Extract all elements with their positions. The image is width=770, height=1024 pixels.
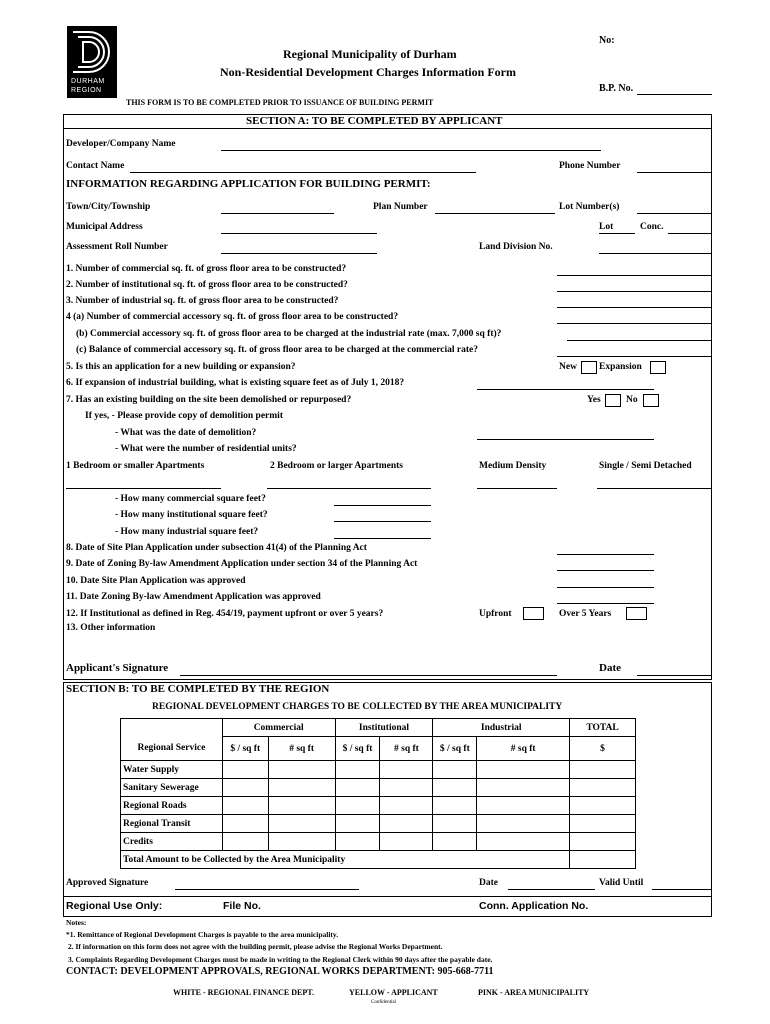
- section-a-title: SECTION A: TO BE COMPLETED BY APPLICANT: [246, 115, 503, 127]
- q9-field[interactable]: [557, 570, 654, 571]
- form-instruction: THIS FORM IS TO BE COMPLETED PRIOR TO ISSUANCE OF BUILDING PERMIT: [126, 98, 434, 107]
- confidential-label: Confidential: [371, 1000, 396, 1005]
- q7-label: 7. Has an existing building on the site been demolished or repurposed?: [66, 395, 352, 405]
- group-commercial: Commercial: [222, 719, 335, 737]
- q9-label: 9. Date of Zoning By-law Amendment Application under section 34 of the Planning Act: [66, 559, 418, 569]
- q7b-label: - What was the date of demolition?: [115, 428, 257, 438]
- over5-checkbox[interactable]: [626, 607, 647, 620]
- q7c-label: - What were the number of residential units?: [115, 444, 297, 454]
- no-label: No: [626, 395, 638, 405]
- q3-label: 3. Number of industrial sq. ft. of gross floor area to be constructed?: [66, 296, 339, 306]
- town-label: Town/City/Township: [66, 202, 151, 212]
- land-div-label: Land Division No.: [479, 242, 553, 252]
- notes-heading: Notes:: [66, 918, 87, 927]
- developer-field[interactable]: [221, 150, 601, 151]
- form-no-label: No:: [599, 35, 615, 46]
- group-institutional: Institutional: [335, 719, 433, 737]
- header-regional-service: Regional Service: [121, 737, 223, 761]
- unit3-label: Medium Density: [479, 461, 547, 471]
- charges-table: [120, 718, 636, 869]
- table-row: [121, 761, 636, 779]
- total-amount-cell[interactable]: [570, 851, 636, 869]
- contact-line: CONTACT: DEVELOPMENT APPROVALS, REGIONAL WORKS DEPARTMENT: 905-668-7711: [66, 966, 494, 977]
- table-total-row: [121, 851, 636, 869]
- address-label: Municipal Address: [66, 222, 143, 232]
- unit1-label: 1 Bedroom or smaller Apartments: [66, 461, 205, 471]
- q6-field[interactable]: [477, 389, 654, 390]
- q7f-field[interactable]: [334, 538, 431, 539]
- contact-field[interactable]: [130, 172, 476, 173]
- approved-date-label: Date: [479, 878, 498, 888]
- header-industrial-sqft: # sq ft: [477, 737, 570, 761]
- row-label-water: Water Supply: [121, 761, 223, 779]
- table-group-header-row: [121, 719, 636, 737]
- info-heading: INFORMATION REGARDING APPLICATION FOR BUILDING PERMIT:: [66, 178, 431, 190]
- q4b-label: (b) Commercial accessory sq. ft. of gross floor area to be charged at the industrial rate (max. 7,000 sq ft)?: [76, 329, 502, 339]
- group-industrial: Industrial: [433, 719, 570, 737]
- upfront-label: Upfront: [479, 609, 512, 619]
- q6-label: 6. If expansion of industrial building, what is existing square feet as of July 1, 2018?: [66, 378, 405, 388]
- town-field[interactable]: [221, 213, 334, 214]
- header-commercial-sqft: # sq ft: [268, 737, 335, 761]
- q2-label: 2. Number of institutional sq. ft. of gross floor area to be constructed?: [66, 280, 348, 290]
- row-label-roads: Regional Roads: [121, 797, 223, 815]
- new-label: New: [559, 362, 577, 372]
- total-row-label: Total Amount to be Collected by the Area Municipality: [121, 851, 570, 869]
- copy-yellow: YELLOW - APPLICANT: [349, 988, 438, 997]
- logo-text-durham: DURHAM: [71, 78, 105, 85]
- row-label-sewer: Sanitary Sewerage: [121, 779, 223, 797]
- form-title-name: Non-Residential Development Charges Information Form: [220, 65, 516, 79]
- q8-label: 8. Date of Site Plan Application under subsection 41(4) of the Planning Act: [66, 543, 367, 553]
- regional-use-label: Regional Use Only:: [66, 900, 163, 912]
- table-row: [121, 815, 636, 833]
- unit2-label: 2 Bedroom or larger Apartments: [270, 461, 403, 471]
- section-b-title: SECTION B: TO BE COMPLETED BY THE REGION: [66, 683, 330, 695]
- header-industrial-rate: $ / sq ft: [433, 737, 477, 761]
- q3-field[interactable]: [557, 307, 712, 308]
- header-institutional-sqft: # sq ft: [380, 737, 433, 761]
- row-label-transit: Regional Transit: [121, 815, 223, 833]
- unit4-field[interactable]: [597, 488, 712, 489]
- q7b-field[interactable]: [477, 439, 654, 440]
- logo-text-region: REGION: [71, 87, 102, 94]
- q2-field[interactable]: [557, 291, 712, 292]
- unit2-field[interactable]: [267, 488, 431, 489]
- q4a-label: 4 (a) Number of commercial accessory sq. ft. of gross floor area to be constructed?: [66, 312, 399, 322]
- copy-pink: PINK - AREA MUNICIPALITY: [478, 988, 590, 997]
- lots-label: Lot Number(s): [559, 202, 620, 212]
- durham-region-logo: [67, 26, 117, 98]
- q13-label: 13. Other information: [66, 623, 156, 633]
- q12-label: 12. If Institutional as defined in Reg. 454/19, payment upfront or over 5 years?: [66, 609, 384, 619]
- approved-date-field[interactable]: [508, 889, 595, 890]
- form-title-municipality: Regional Municipality of Durham: [283, 47, 457, 61]
- q7e-label: - How many institutional square feet?: [115, 510, 268, 520]
- header-total-dollars: $: [570, 737, 636, 761]
- q10-label: 10. Date Site Plan Application was approved: [66, 576, 246, 586]
- plan-label: Plan Number: [373, 202, 428, 212]
- phone-field[interactable]: [637, 172, 712, 173]
- unit1-field[interactable]: [66, 488, 221, 489]
- q7d-label: - How many commercial square feet?: [115, 494, 266, 504]
- lot-label: Lot: [599, 222, 614, 232]
- no-checkbox[interactable]: [643, 394, 659, 407]
- lot-field[interactable]: [599, 233, 635, 234]
- approved-signature-label: Approved Signature: [66, 878, 149, 888]
- header-institutional-rate: $ / sq ft: [335, 737, 380, 761]
- yes-checkbox[interactable]: [605, 394, 621, 407]
- q4c-label: (c) Balance of commercial accessory sq. ft. of gross floor area to be charged at the commercial rate?: [76, 345, 478, 355]
- expansion-checkbox[interactable]: [650, 361, 666, 374]
- phone-label: Phone Number: [559, 161, 621, 171]
- table-row: [121, 797, 636, 815]
- roll-field[interactable]: [221, 253, 377, 254]
- address-field[interactable]: [221, 233, 377, 234]
- q7f-label: - How many industrial square feet?: [115, 527, 259, 537]
- applicant-signature-label: Applicant's Signature: [66, 662, 169, 674]
- header-commercial-rate: $ / sq ft: [222, 737, 268, 761]
- applicant-date-field[interactable]: [637, 675, 712, 676]
- q11-field[interactable]: [557, 603, 654, 604]
- logo-d-icon: [67, 26, 117, 78]
- group-total: TOTAL: [570, 719, 636, 737]
- copy-white: WHITE - REGIONAL FINANCE DEPT.: [173, 988, 314, 997]
- bp-no-field[interactable]: [637, 94, 712, 95]
- note-3: 3. Complaints Regarding Development Charges must be made in writing to the Regional Clerk within 90 days after the payable date.: [68, 955, 493, 964]
- q1-label: 1. Number of commercial sq. ft. of gross floor area to be constructed?: [66, 264, 347, 274]
- table-row: [121, 779, 636, 797]
- table-sub-header-row: [121, 737, 636, 761]
- bp-no-label: B.P. No.: [599, 83, 634, 94]
- conn-app-label: Conn. Application No.: [479, 900, 589, 912]
- yes-label: Yes: [587, 395, 601, 405]
- developer-label: Developer/Company Name: [66, 139, 176, 149]
- expansion-label: Expansion: [599, 362, 642, 372]
- file-no-label: File No.: [223, 900, 261, 912]
- approved-signature-field[interactable]: [175, 889, 359, 890]
- note-1: *1. Remittance of Regional Development Charges is payable to the area municipality.: [66, 930, 339, 939]
- q7d-field[interactable]: [334, 505, 431, 506]
- applicant-date-label: Date: [599, 662, 621, 674]
- new-checkbox[interactable]: [581, 361, 597, 374]
- plan-field[interactable]: [435, 213, 555, 214]
- q10-field[interactable]: [557, 587, 654, 588]
- table-title: REGIONAL DEVELOPMENT CHARGES TO BE COLLECTED BY THE AREA MUNICIPALITY: [152, 702, 563, 712]
- conc-field[interactable]: [668, 233, 712, 234]
- conc-label: Conc.: [640, 222, 664, 232]
- q1-field[interactable]: [557, 275, 712, 276]
- q7e-field[interactable]: [334, 521, 431, 522]
- note-2: 2. If information on this form does not agree with the building permit, please advise the Regional Works Department.: [68, 942, 443, 951]
- lots-field[interactable]: [637, 213, 712, 214]
- q4a-field[interactable]: [557, 323, 712, 324]
- q8-field[interactable]: [557, 554, 654, 555]
- over5-label: Over 5 Years: [559, 609, 612, 619]
- upfront-checkbox[interactable]: [523, 607, 544, 620]
- q4c-field[interactable]: [557, 356, 712, 357]
- q11-label: 11. Date Zoning By-law Amendment Application was approved: [66, 592, 321, 602]
- unit4-label: Single / Semi Detached: [599, 461, 692, 471]
- table-row: [121, 833, 636, 851]
- unit3-field[interactable]: [477, 488, 557, 489]
- valid-until-label: Valid Until: [599, 878, 644, 888]
- q4b-field[interactable]: [567, 340, 712, 341]
- land-div-field[interactable]: [599, 253, 712, 254]
- contact-label: Contact Name: [66, 161, 125, 171]
- q7a-label: If yes, - Please provide copy of demolition permit: [85, 411, 283, 421]
- roll-label: Assessment Roll Number: [66, 242, 168, 252]
- q5-label: 5. Is this an application for a new building or expansion?: [66, 362, 296, 372]
- applicant-signature-field[interactable]: [180, 675, 557, 676]
- valid-until-field[interactable]: [652, 889, 712, 890]
- row-label-credits: Credits: [121, 833, 223, 851]
